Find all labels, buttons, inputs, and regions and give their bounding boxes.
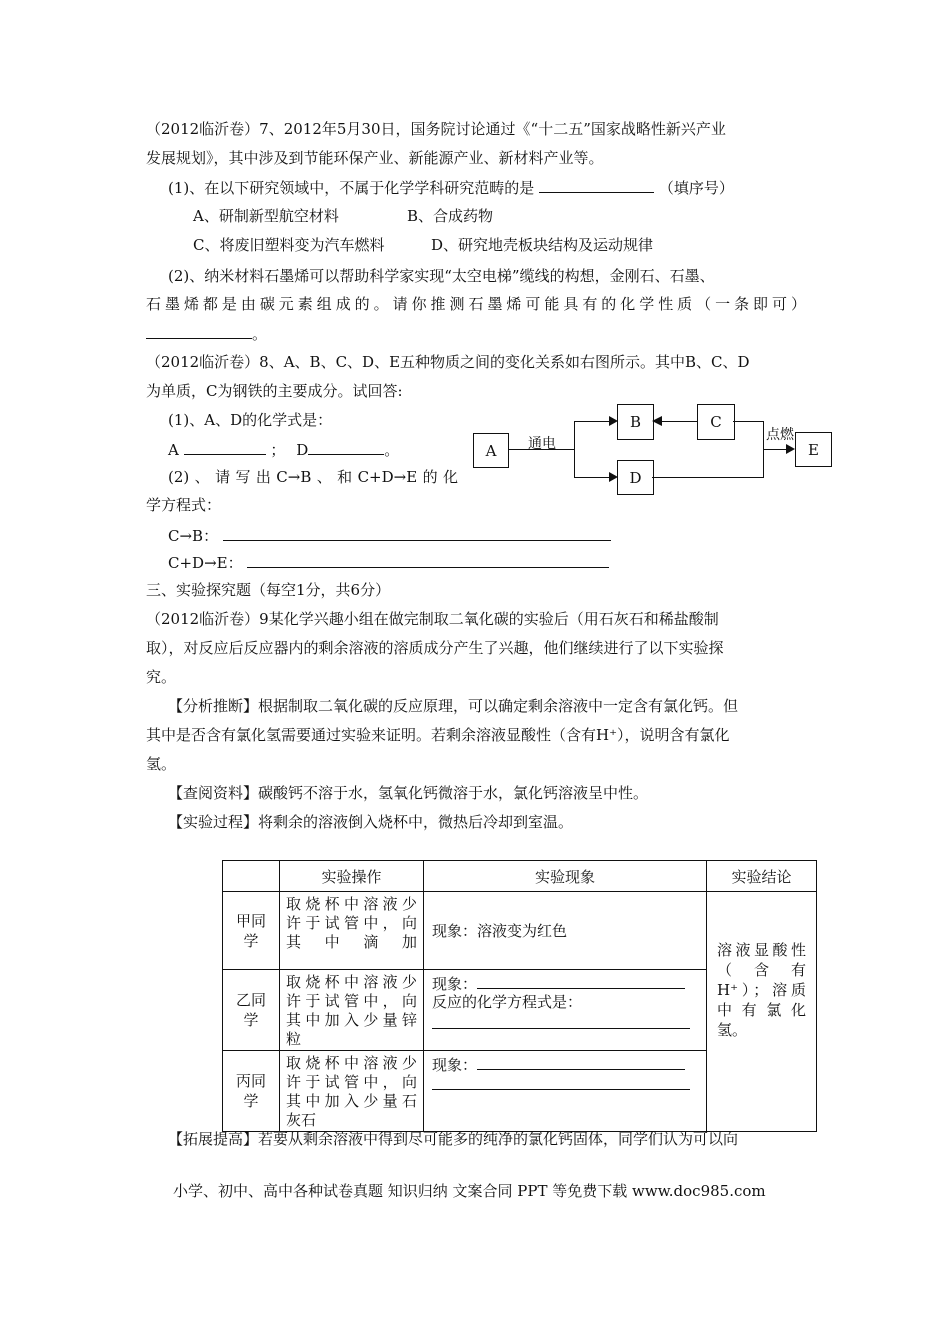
equation-label: 反应的化学方程式是： xyxy=(432,993,583,1011)
box-e: E xyxy=(795,432,832,467)
conclusion-line: 氢。 xyxy=(717,1021,748,1039)
analysis-line3: 氢。 xyxy=(146,755,177,773)
q8-part2-line1: (2)、请写出C→B、和C+D→E的化 xyxy=(168,468,458,486)
branch-vertical xyxy=(574,421,575,478)
c-line xyxy=(733,421,763,422)
phenomenon-bing xyxy=(424,1051,707,1132)
q8-cb-row xyxy=(168,524,611,547)
operation-line: 许于试管中，向 xyxy=(286,992,417,1010)
conclusion-cell xyxy=(707,892,817,1132)
extension-line: 【拓展提高】若要从剩余溶液中得到尽可能多的纯净的氯化钙固体，同学们认为可以向 xyxy=(168,1130,739,1148)
operation-yi xyxy=(280,970,424,1051)
student-name-part: 甲同 xyxy=(235,911,266,930)
operation-bing xyxy=(280,1051,424,1132)
q7-option-d: D、研究地壳板块结构及运动规律 xyxy=(431,236,654,254)
operation-line: 其中滴加 xyxy=(286,933,417,951)
q9-line1: （2012临沂卷）9某化学兴趣小组在做完制取二氧化碳的实验后（用石灰石和稀盐酸制 xyxy=(146,610,719,628)
q7-line1: （2012临沂卷）7、2012年5月30日，国务院讨论通过《“十二五”国家战略性新兴产业 xyxy=(146,120,726,138)
cde-label: C+D→E： xyxy=(168,554,243,572)
header-blank xyxy=(223,861,280,892)
q8-part1-answers xyxy=(168,438,399,461)
answer-blank-d[interactable] xyxy=(308,438,384,455)
section3-title: 三、实验探究题（每空1分，共6分） xyxy=(146,581,391,599)
analysis-line1: 【分析推断】根据制取二氧化碳的反应原理，可以确定剩余溶液中一定含有氯化钙。但 xyxy=(168,697,739,715)
student-name-part: 学 xyxy=(243,1011,259,1029)
q7-part1-note: （填序号） xyxy=(658,179,734,197)
conclusion-line: 溶液显酸性 xyxy=(717,941,806,959)
d-line xyxy=(652,477,763,478)
header-conclusion: 实验结论 xyxy=(707,861,817,892)
phenomenon-label: 现象： xyxy=(432,975,478,993)
operation-line: 其中加入少量锌 xyxy=(286,1011,417,1029)
q7-part1 xyxy=(168,176,734,199)
q7-part2-line2: 石墨烯都是由碳元素组成的。请你推测石墨烯可能具有的化学性质（一条即可） xyxy=(146,295,806,313)
q7-part1-text: (1)、在以下研究领域中，不属于化学学科研究范畴的是 xyxy=(168,179,535,197)
q7-option-a: A、研制新型航空材料 xyxy=(193,207,339,225)
period: 。 xyxy=(384,441,400,459)
conclusion-line: 中有氯化 xyxy=(717,1001,806,1019)
student-yi xyxy=(223,970,280,1051)
header-phenomenon: 实验现象 xyxy=(424,861,707,892)
answer-blank-cde[interactable] xyxy=(247,551,609,568)
operation-line: 许于试管中，向 xyxy=(286,1073,417,1091)
answer-blank[interactable] xyxy=(539,176,654,193)
footer: 小学、初中、高中各种试卷真题 知识归纳 文案合同 PPT 等免费下载 www.doc985.com xyxy=(173,1182,766,1200)
operation-line: 粒 xyxy=(286,1030,302,1048)
table-header-row xyxy=(223,861,817,892)
student-name-part: 学 xyxy=(243,931,259,950)
q7-part2-answer xyxy=(146,322,267,345)
student-bing xyxy=(223,1051,280,1132)
answer-blank[interactable] xyxy=(477,1053,685,1070)
arrow-c-to-b-line xyxy=(661,421,697,422)
operation-jia xyxy=(280,892,424,970)
arrow-to-e-line xyxy=(763,449,787,450)
table-row xyxy=(223,892,817,970)
q8-line2: 为单质，C为钢铁的主要成分。试回答: xyxy=(146,382,403,400)
analysis-line2: 其中是否含有氯化氢需要通过实验来证明。若剩余溶液显酸性（含有H⁺），说明含有氯化 xyxy=(146,726,730,744)
conclusion-line: H⁺）；溶质 xyxy=(717,981,806,999)
q7-option-b: B、合成药物 xyxy=(407,207,494,225)
q8-cde-row xyxy=(168,551,609,574)
label-electrolysis: 通电 xyxy=(528,436,556,452)
box-b: B xyxy=(617,404,654,440)
operation-line: 许于试管中，向 xyxy=(286,914,417,932)
student-jia xyxy=(223,892,280,970)
answer-blank[interactable] xyxy=(432,1073,690,1090)
q8-part2-line2: 学方程式： xyxy=(146,496,222,514)
lookup-line: 【查阅资料】碳酸钙不溶于水，氢氧化钙微溶于水，氯化钙溶液呈中性。 xyxy=(168,784,649,802)
q9-line2: 取），对反应后反应器内的剩余溶液的溶质成分产生了兴趣，他们继续进行了以下实验探 xyxy=(146,639,724,657)
conclusion-line: （含有 xyxy=(717,961,806,979)
student-name-part: 丙同 xyxy=(235,1072,266,1090)
q7-option-c: C、将废旧塑料变为汽车燃料 xyxy=(193,236,385,254)
q7-part2-period: 。 xyxy=(252,325,268,343)
box-d: D xyxy=(617,460,654,495)
box-a: A xyxy=(473,433,509,468)
student-name-part: 学 xyxy=(243,1092,259,1110)
operation-line: 取烧杯中溶液少 xyxy=(286,1054,417,1072)
answer-blank-cb[interactable] xyxy=(223,524,611,541)
arrowhead-c-to-b xyxy=(652,416,662,426)
operation-line: 取烧杯中溶液少 xyxy=(286,895,417,913)
phenomenon-yi xyxy=(424,970,707,1051)
process-line: 【实验过程】将剩余的溶液倒入烧杯中，微热后冷却到室温。 xyxy=(168,813,574,831)
q8-line1: （2012临沂卷）8、A、B、C、D、E五种物质之间的变化关系如右图所示。其中B、C、D xyxy=(146,353,750,371)
cb-label: C→B： xyxy=(168,527,219,545)
phenomenon-jia xyxy=(424,892,707,970)
q7-line2: 发展规划》，其中涉及到节能环保产业、新能源产业、新材料产业等。 xyxy=(146,149,604,167)
answer-blank[interactable] xyxy=(146,322,252,339)
box-c: C xyxy=(697,404,735,440)
student-name-part: 乙同 xyxy=(235,991,266,1009)
a-label: A xyxy=(168,441,179,459)
operation-line: 取烧杯中溶液少 xyxy=(286,973,417,991)
answer-blank[interactable] xyxy=(477,972,685,989)
phenomenon-text: 现象：溶液变为红色 xyxy=(432,921,568,940)
q7-part2-line1: (2)、纳米材料石墨烯可以帮助科学家实现“太空电梯”缆线的构想，金刚石、石墨、 xyxy=(168,267,715,285)
experiment-table xyxy=(222,860,817,1132)
q8-part1: (1)、A、D的化学式是： xyxy=(168,411,333,429)
arrowhead-to-b xyxy=(609,416,618,426)
answer-blank-a[interactable] xyxy=(184,438,266,455)
arrowhead-to-d xyxy=(609,472,618,482)
branch-to-b xyxy=(574,421,611,422)
d-label: D xyxy=(296,441,309,459)
q9-line3: 究。 xyxy=(146,668,177,686)
answer-blank[interactable] xyxy=(432,1012,690,1029)
arrowhead-to-e xyxy=(786,444,795,454)
operation-line: 其中加入少量石 xyxy=(286,1092,417,1110)
label-ignite: 点燃 xyxy=(766,427,794,443)
phenomenon-label: 现象： xyxy=(432,1056,478,1074)
header-operation: 实验操作 xyxy=(280,861,424,892)
operation-line: 灰石 xyxy=(286,1111,317,1129)
separator: ； xyxy=(270,441,286,459)
branch-to-d xyxy=(574,477,611,478)
